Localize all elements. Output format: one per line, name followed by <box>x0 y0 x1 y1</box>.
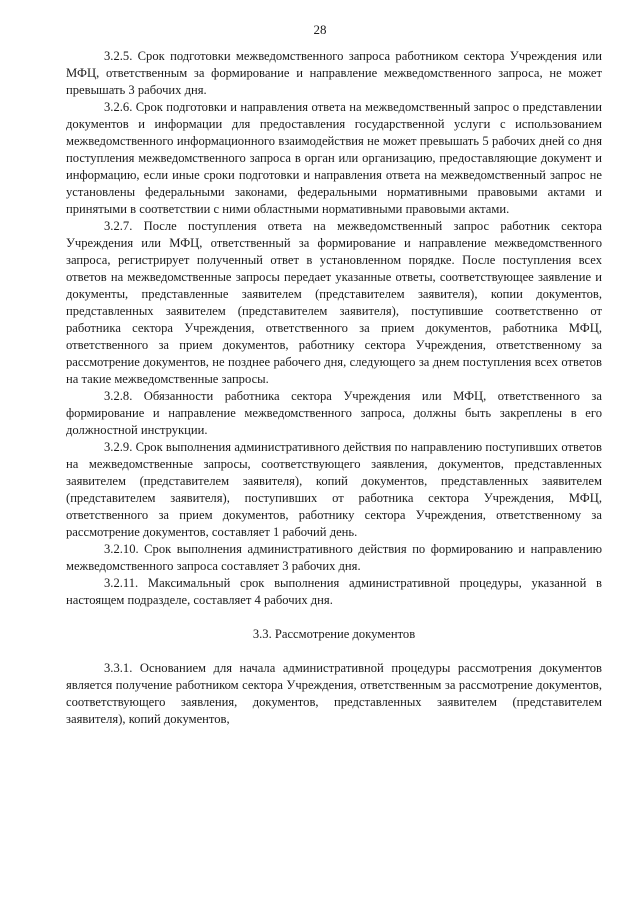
page-number: 28 <box>313 22 327 37</box>
paragraph-3-2-8: 3.2.8. Обязанности работника сектора Учреждения или МФЦ, ответственного за формирование и направление межведомственного запроса, должны быть закреплены в его должностной инструкции. <box>66 389 602 437</box>
paragraph-3-3-1: 3.3.1. Основанием для начала административной процедуры рассмотрения документов является получение работником сектора Учреждения, ответственным за рассмотрение документов, соответствующего заявления, документов, представленных заявителем (представителем заявителя), копий документов, <box>66 661 602 726</box>
paragraph-3-2-11: 3.2.11. Максимальный срок выполнения административной процедуры, указанной в настоящем подразделе, составляет 4 рабочих дня. <box>66 576 602 607</box>
document-body <box>66 48 602 728</box>
paragraph-3-2-10: 3.2.10. Срок выполнения административного действия по формированию и направлению межведомственного запроса составляет 3 рабочих дня. <box>66 542 602 573</box>
paragraph-3-2-7: 3.2.7. После поступления ответа на межведомственный запрос работник сектора Учреждения или МФЦ, ответственный за формирование и направление межведомственного запроса, регистрирует полученный ответ в установленном порядке. После поступления всех ответов на межведомственные запросы передает указанные ответы, соответствующее заявление и документы, представленные заявителем (представителем заявителя), копии документов, представленных заявителем (представителем заявителя), поступившие соответственно от работника сектора Учреждения, ответственного за прием документов, работника МФЦ, ответственного за прием документов, работнику сектора Учреждения, ответственному за рассмотрение документов, не позднее рабочего дня, следующего за днем поступления всех ответов на такие межведомственные запросы. <box>66 219 602 386</box>
paragraph-3-2-9: 3.2.9. Срок выполнения административного действия по направлению поступивших ответов на межведомственные запросы, соответствующего заявления, документов, представленных заявителем (представителем заявителя), копий документов, представленных заявителем (представителем заявителя), поступивших от работника сектора Учреждения, МФЦ, ответственного за прием документов, работнику сектора Учреждения, ответственному за рассмотрение документов, составляет 1 рабочий день. <box>66 440 602 539</box>
section-heading: 3.3. Рассмотрение документов <box>252 627 416 641</box>
paragraph-3-2-5: 3.2.5. Срок подготовки межведомственного запроса работником сектора Учреждения или МФЦ, ответственным за формирование и направление межведомственного запроса, не может превышать 3 рабочих дня. <box>66 49 602 97</box>
paragraph-3-2-6: 3.2.6. Срок подготовки и направления ответа на межведомственный запрос о представлении документов и информации для предоставления государственной услуги с использованием межведомственного информационного взаимодействия не может превышать 5 рабочих дней со дня поступления межведомственного запроса в орган или организацию, предоставляющие документ и информацию, если иные сроки подготовки и направления ответа на межведомственный запрос не установлены федеральными законами, федеральными нормативными правовыми актами и принятыми в соответствии с ними областными нормативными правовыми актами. <box>66 100 602 216</box>
